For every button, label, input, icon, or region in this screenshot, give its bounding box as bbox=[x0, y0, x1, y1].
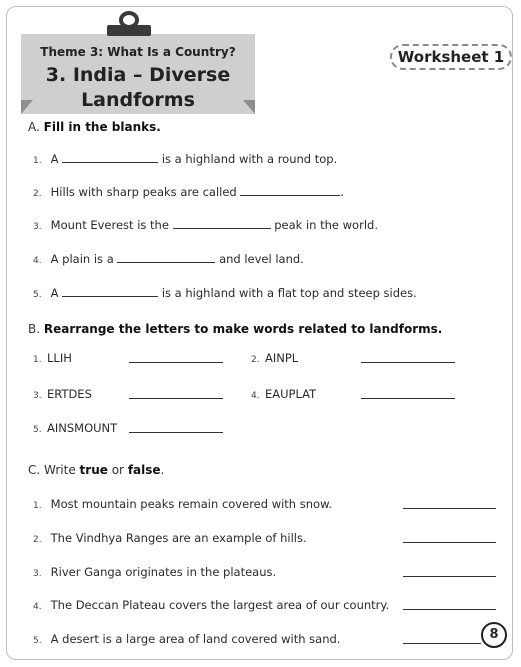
fill-blank-item-4 bbox=[33, 252, 304, 266]
jumbled-letters: EAUPLAT bbox=[265, 387, 317, 401]
item-number: 4. bbox=[33, 602, 42, 612]
worksheet-badge: Worksheet 1 bbox=[390, 44, 512, 70]
true-false-item-2 bbox=[33, 531, 307, 545]
binder-clip-bar bbox=[107, 25, 151, 36]
statement-text: The Vindhya Ranges are an example of hills. bbox=[50, 531, 307, 545]
item-number: 4. bbox=[251, 391, 260, 401]
answer-blank[interactable] bbox=[62, 295, 158, 297]
theme-label: Theme 3: What Is a Country? bbox=[40, 45, 236, 59]
answer-line-b1[interactable] bbox=[129, 362, 223, 363]
item-number: 3. bbox=[33, 391, 42, 401]
fill-blank-item-2 bbox=[33, 185, 344, 199]
answer-line-c4[interactable] bbox=[403, 609, 496, 610]
true-false-item-4 bbox=[33, 598, 389, 612]
jumbled-word-3 bbox=[33, 387, 92, 401]
item-text-before: A bbox=[50, 286, 59, 300]
chapter-title-line2: Landforms bbox=[81, 89, 195, 111]
section-c-or: or bbox=[111, 463, 124, 477]
item-text-before: A bbox=[50, 152, 59, 166]
section-a-title: Fill in the blanks. bbox=[43, 120, 161, 134]
true-false-item-1 bbox=[33, 497, 332, 511]
item-text-after: peak in the world. bbox=[274, 218, 378, 232]
item-number: 1. bbox=[33, 501, 42, 511]
true-false-item-5 bbox=[33, 632, 340, 646]
answer-line-b3[interactable] bbox=[129, 398, 223, 399]
answer-blank[interactable] bbox=[173, 227, 271, 229]
answer-line-c2[interactable] bbox=[403, 542, 496, 543]
item-number: 2. bbox=[33, 189, 42, 199]
item-text-before: Hills with sharp peaks are called bbox=[50, 185, 237, 199]
section-c-false: false bbox=[127, 463, 161, 477]
statement-text: Most mountain peaks remain covered with snow. bbox=[50, 497, 333, 511]
item-number: 1. bbox=[33, 355, 42, 365]
answer-line-b2[interactable] bbox=[361, 362, 455, 363]
section-c-write: Write bbox=[44, 463, 76, 477]
item-text-before: Mount Everest is the bbox=[50, 218, 169, 232]
true-false-item-3 bbox=[33, 565, 276, 579]
item-number: 5. bbox=[33, 290, 42, 300]
item-text-after: is a highland with a round top. bbox=[161, 152, 338, 166]
jumbled-word-2 bbox=[251, 351, 298, 365]
answer-line-c1[interactable] bbox=[403, 508, 496, 509]
item-number: 2. bbox=[251, 355, 260, 365]
jumbled-word-4 bbox=[251, 387, 316, 401]
item-text-after: . bbox=[340, 185, 345, 199]
section-a-letter: A. bbox=[28, 120, 40, 134]
section-c-period: . bbox=[160, 463, 165, 477]
item-text-after: is a highland with a flat top and steep sides. bbox=[161, 286, 417, 300]
item-number: 5. bbox=[33, 636, 42, 646]
answer-line-c5[interactable] bbox=[403, 643, 481, 644]
section-a-heading bbox=[28, 120, 161, 134]
answer-blank[interactable] bbox=[62, 161, 158, 163]
fill-blank-item-3 bbox=[33, 218, 378, 232]
section-c-true: true bbox=[79, 463, 108, 477]
jumbled-word-5 bbox=[33, 421, 117, 435]
item-number: 4. bbox=[33, 256, 42, 266]
section-b-heading bbox=[28, 322, 442, 336]
answer-line-b4[interactable] bbox=[361, 398, 455, 399]
jumbled-letters: AINSMOUNT bbox=[47, 421, 118, 435]
jumbled-letters: AINPL bbox=[265, 351, 299, 365]
fill-blank-item-5 bbox=[33, 286, 417, 300]
jumbled-word-1 bbox=[33, 351, 72, 365]
answer-line-c3[interactable] bbox=[403, 576, 496, 577]
statement-text: River Ganga originates in the plateaus. bbox=[50, 565, 277, 579]
answer-blank[interactable] bbox=[240, 194, 340, 196]
fill-blank-item-1 bbox=[33, 152, 337, 166]
page-number: 8 bbox=[481, 622, 507, 648]
item-text-before: A plain is a bbox=[50, 252, 114, 266]
section-c-heading bbox=[28, 463, 164, 477]
chapter-title-line1: 3. India – Diverse bbox=[45, 64, 231, 86]
statement-text: A desert is a large area of land covered with sand. bbox=[50, 632, 341, 646]
statement-text: The Deccan Plateau covers the largest area of our country. bbox=[50, 598, 390, 612]
answer-blank[interactable] bbox=[117, 261, 215, 263]
jumbled-letters: LLIH bbox=[47, 351, 72, 365]
item-number: 3. bbox=[33, 569, 42, 579]
section-b-title: Rearrange the letters to make words related to landforms. bbox=[43, 322, 443, 336]
section-b-letter: B. bbox=[28, 322, 41, 336]
answer-line-b5[interactable] bbox=[129, 432, 223, 433]
item-number: 2. bbox=[33, 535, 42, 545]
item-number: 1. bbox=[33, 156, 42, 166]
item-text-after: and level land. bbox=[219, 252, 304, 266]
item-number: 3. bbox=[33, 222, 42, 232]
jumbled-letters: ERTDES bbox=[47, 387, 92, 401]
section-c-letter: C. bbox=[28, 463, 41, 477]
item-number: 5. bbox=[33, 425, 42, 435]
